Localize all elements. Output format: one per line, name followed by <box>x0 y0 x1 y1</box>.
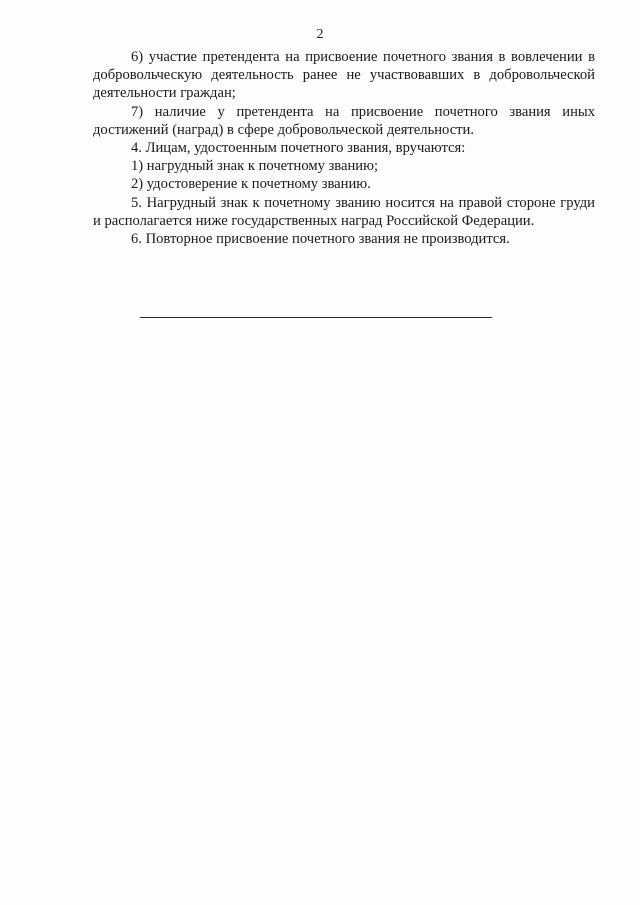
document-body <box>93 48 595 248</box>
paragraph-section-6: 6. Повторное присвоение почетного звания не производится. <box>131 231 510 248</box>
paragraph-section-5: 5. Нагрудный знак к почетному званию носится на правой стороне груди и располагается ниже государственных наград Российской Федерации. <box>93 194 595 229</box>
paragraph-section-4: 4. Лицам, удостоенным почетного звания, вручаются: <box>131 140 466 157</box>
end-separator-line <box>140 317 492 318</box>
paragraph-item-7: 7) наличие у претендента на присвоение почетного звания иных достижений (наград) в сфере добровольческой деятельности. <box>93 103 595 138</box>
paragraph-item-2: 2) удостоверение к почетному званию. <box>131 176 371 193</box>
paragraph-item-1: 1) нагрудный знак к почетному званию; <box>131 158 379 175</box>
page-number: 2 <box>316 27 324 42</box>
paragraph-item-6: 6) участие претендента на присвоение почетного звания в вовлечении в добровольческую деятельность ранее не участвовавших в добровольческой деятельности граждан; <box>93 49 595 102</box>
